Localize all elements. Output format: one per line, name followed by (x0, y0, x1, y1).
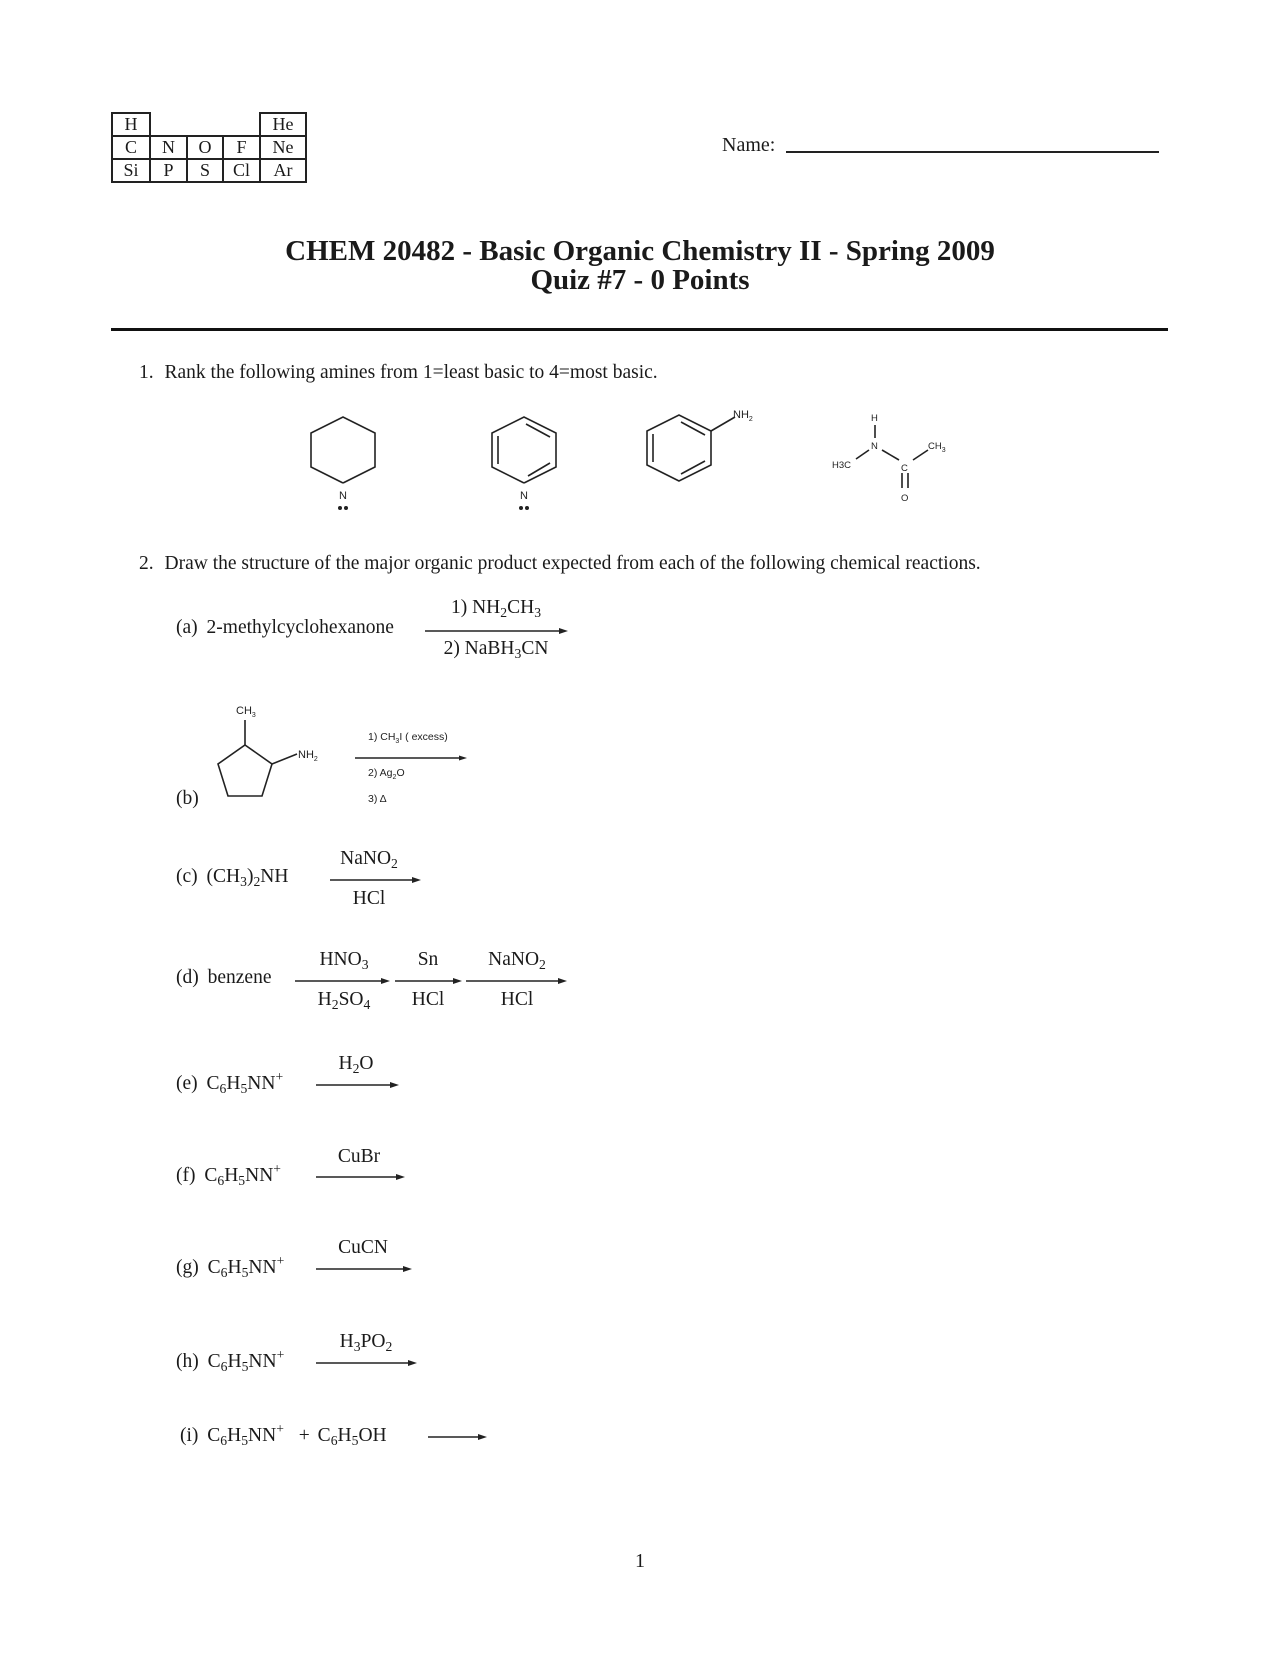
item-label: (f) (176, 1165, 196, 1186)
reactant: benzene (207, 967, 272, 988)
lone-pair-dot (525, 506, 529, 510)
reagent-subscript: 4 (363, 997, 371, 1013)
atom-label: H3C (832, 460, 852, 471)
atom-label: N (871, 441, 878, 452)
formula-text: OH (358, 1425, 387, 1446)
reagent-subscript: 2 (352, 1061, 360, 1077)
formula-text: NN (247, 1073, 276, 1094)
reagent-subscript: 3 (353, 1339, 361, 1355)
formula-text: NN (245, 1165, 274, 1186)
atom-label: CH (928, 441, 942, 452)
formula-charge: + (276, 1346, 285, 1362)
item-label: (b) (176, 788, 199, 809)
reagent-subscript: 2 (392, 774, 397, 781)
reaction-arrow (428, 1432, 490, 1442)
reagent-subscript: 3 (361, 957, 369, 973)
formula-text: C (317, 1425, 331, 1446)
pyridine-ring (492, 417, 556, 483)
reagent-text: H (338, 1053, 353, 1074)
pyridine-double-bond (528, 463, 550, 476)
element-cell: O (187, 136, 223, 159)
reagent-text: SO (338, 989, 364, 1010)
atom-label-subscript: 3 (251, 712, 256, 719)
reaction-g (176, 1252, 285, 1281)
piperidine-ring (311, 417, 375, 483)
element-cell: Si (112, 159, 150, 182)
formula-text: C (207, 1257, 221, 1278)
formula-text: H (337, 1425, 352, 1446)
reagent-text: H (317, 989, 332, 1010)
name-field-line[interactable] (786, 151, 1159, 153)
reagent-above: CuCN (338, 1237, 388, 1258)
reactant: 2-methylcyclohexanone (206, 617, 394, 638)
formula-subscript: 5 (241, 1265, 249, 1281)
element-cell: P (150, 159, 187, 182)
reactant-subscript: 2 (253, 874, 261, 890)
reagent-below: HCl (352, 888, 386, 909)
reagent-text: 2) NaBH (443, 638, 515, 659)
formula-charge: + (273, 1160, 281, 1176)
item-label: (i) (180, 1425, 199, 1446)
formula-subscript: 5 (241, 1359, 249, 1375)
element-cell: H (112, 113, 150, 136)
reaction-i (180, 1420, 387, 1449)
cyclopentane-ring (218, 745, 272, 796)
atom-label: NH (298, 749, 314, 761)
item-label: (e) (176, 1073, 198, 1094)
diazonium-reactant (207, 1420, 284, 1449)
empty-cell (223, 113, 260, 136)
formula-subscript: 6 (220, 1359, 228, 1375)
lone-pair-dot (519, 506, 523, 510)
page-number: 1 (635, 1550, 645, 1572)
course-title: CHEM 20482 - Basic Organic Chemistry II - Spring 2009 (285, 235, 995, 267)
item-label: (h) (176, 1351, 199, 1372)
lone-pair-dot (338, 506, 342, 510)
reagent-above: Sn (417, 949, 439, 970)
formula-text: C (207, 1425, 221, 1446)
reagent-above (425, 597, 567, 619)
reagent-above (297, 949, 391, 971)
atom-label: CH (236, 705, 252, 717)
reaction-arrow (316, 1080, 402, 1090)
reagent-above (330, 848, 408, 870)
element-cell: He (260, 113, 306, 136)
reagent-text: HNO (319, 949, 362, 970)
empty-cell (150, 113, 187, 136)
reagent-below: HCl (411, 989, 445, 1010)
formula-text: C (207, 1351, 221, 1372)
formula-subscript: 5 (238, 1173, 246, 1189)
formula-subscript: 6 (330, 1433, 338, 1449)
question-text: Draw the structure of the major organic product expected from each of the following chemical reactions. (164, 553, 981, 574)
formula-subscript: 6 (220, 1265, 228, 1281)
reagent-step (368, 731, 448, 745)
formula-text: C (204, 1165, 218, 1186)
nh2-bond (272, 754, 297, 764)
formula-subscript: 6 (217, 1173, 225, 1189)
reactant-text: (CH (206, 866, 241, 887)
diazonium-reactant (207, 1252, 285, 1281)
atom-label: C (901, 463, 908, 474)
formula-subscript: 5 (241, 1433, 249, 1449)
reagent-above (316, 1331, 416, 1353)
diazonium-reactant (204, 1160, 281, 1189)
reagent-text: H (339, 1331, 354, 1352)
formula-text: NN (248, 1425, 277, 1446)
item-label: (a) (176, 617, 198, 638)
formula-charge: + (276, 1252, 285, 1268)
atom-label: N (339, 490, 347, 502)
atom-label (298, 749, 318, 763)
element-cell: F (223, 136, 260, 159)
formula-subscript: 6 (219, 1081, 227, 1097)
atom-label-subscript: 2 (313, 756, 318, 763)
quiz-title: Quiz #7 - 0 Points (530, 264, 750, 296)
n-c-bond (882, 450, 899, 460)
item-label: (c) (176, 866, 198, 887)
reaction-arrow (395, 976, 467, 986)
reagent-below (297, 989, 391, 1011)
reagent-subscript: 2 (385, 1339, 393, 1355)
header-divider (111, 328, 1168, 331)
formula-text: C (206, 1073, 220, 1094)
formula-charge: + (276, 1420, 284, 1436)
formula-subscript: 5 (351, 1433, 359, 1449)
empty-cell (187, 113, 223, 136)
atom-label: O (901, 493, 909, 504)
reagent-text: PO (360, 1331, 386, 1352)
question-1 (139, 362, 658, 384)
item-label: (d) (176, 967, 199, 988)
atom-label (733, 409, 753, 423)
reagent-subscript: 2 (391, 856, 398, 872)
reaction-b-scheme (200, 698, 480, 808)
reaction-arrow (316, 1172, 408, 1182)
plus-sign: + (298, 1425, 310, 1446)
reaction-h (176, 1346, 285, 1375)
reaction-arrow (316, 1358, 420, 1368)
reagent-below (425, 638, 567, 660)
reagent-step (368, 767, 405, 781)
reagent-text: I ( excess) (399, 731, 448, 743)
c-ch3-bond (913, 450, 928, 460)
reagent-text: NaNO (488, 949, 540, 970)
reaction-c (176, 866, 288, 888)
reactant (206, 866, 289, 890)
reaction-arrow (466, 976, 572, 986)
reagent-above (466, 949, 568, 971)
benzene-double-bond (681, 461, 705, 474)
pyridine-double-bond (526, 424, 550, 437)
reaction-arrowhead (459, 756, 467, 761)
amine-structures (290, 405, 1070, 525)
reagent-text: O (359, 1053, 374, 1074)
reaction-d (176, 967, 272, 989)
reagent-above (316, 1053, 396, 1075)
atom-label-subscript: 2 (748, 416, 753, 423)
reagent-subscript: 3 (534, 605, 542, 621)
reagent-subscript: 3 (514, 646, 522, 662)
question-2 (139, 553, 981, 575)
formula-text: H (227, 1351, 242, 1372)
reagent-text: 1) CH (368, 731, 396, 743)
question-number: 2. (139, 553, 154, 574)
formula-text: NN (248, 1351, 277, 1372)
formula-text: H (224, 1165, 239, 1186)
question-text: Rank the following amines from 1=least basic to 4=most basic. (164, 362, 658, 383)
reaction-a (176, 617, 394, 639)
atom-label: N (520, 490, 528, 502)
reagent-text: CH (507, 597, 535, 618)
formula-text: H (227, 1425, 242, 1446)
element-cell: Cl (223, 159, 260, 182)
reagent-text: 1) NH (450, 597, 501, 618)
atom-label (928, 441, 946, 454)
formula-subscript: 5 (240, 1081, 248, 1097)
benzene-ring (647, 415, 711, 481)
diazonium-reactant (206, 1068, 284, 1097)
reagent-step: 3) Δ (368, 793, 387, 805)
question-number: 1. (139, 362, 154, 383)
element-cell: S (187, 159, 223, 182)
atom-label (236, 705, 256, 719)
formula-charge: + (275, 1068, 284, 1084)
element-cell: N (150, 136, 187, 159)
periodic-table (111, 112, 307, 183)
reagent-below: HCl (500, 989, 534, 1010)
reactant-text: ) (246, 866, 254, 887)
reagent-text: 2) Ag (368, 767, 393, 779)
formula-text: NN (248, 1257, 277, 1278)
reaction-f (176, 1160, 281, 1189)
reactant-text: NH (260, 866, 289, 887)
element-cell: Ne (260, 136, 306, 159)
diazonium-reactant (207, 1346, 285, 1375)
formula-text: H (226, 1073, 241, 1094)
phenol-reactant (317, 1425, 387, 1449)
reagent-text: CN (521, 638, 549, 659)
reaction-arrow (295, 976, 395, 986)
element-cell: Ar (260, 159, 306, 182)
n-ch3-bond (856, 450, 869, 459)
reaction-arrow (316, 1264, 416, 1274)
atom-label-subscript: 3 (941, 447, 946, 454)
formula-text: H (227, 1257, 242, 1278)
reactant-subscript: 3 (240, 874, 247, 890)
reagent-above: CuBr (337, 1146, 381, 1167)
benzene-double-bond (681, 422, 705, 435)
lone-pair-dot (344, 506, 348, 510)
reagent-text: O (396, 767, 405, 779)
atom-label: NH (733, 409, 749, 421)
reagent-subscript: 2 (539, 957, 546, 973)
reaction-arrow (425, 626, 570, 636)
c-n-bond (711, 417, 735, 431)
element-cell: C (112, 136, 150, 159)
atom-label: H (871, 413, 878, 424)
item-label: (g) (176, 1257, 199, 1278)
reaction-arrow (330, 875, 425, 885)
reagent-subscript: 2 (331, 997, 339, 1013)
reaction-e (176, 1068, 284, 1097)
reagent-subscript: 3 (395, 738, 400, 745)
formula-subscript: 6 (220, 1433, 228, 1449)
name-label: Name: (722, 134, 776, 156)
reagent-text: NaNO (340, 848, 392, 869)
reagent-subscript: 2 (500, 605, 508, 621)
